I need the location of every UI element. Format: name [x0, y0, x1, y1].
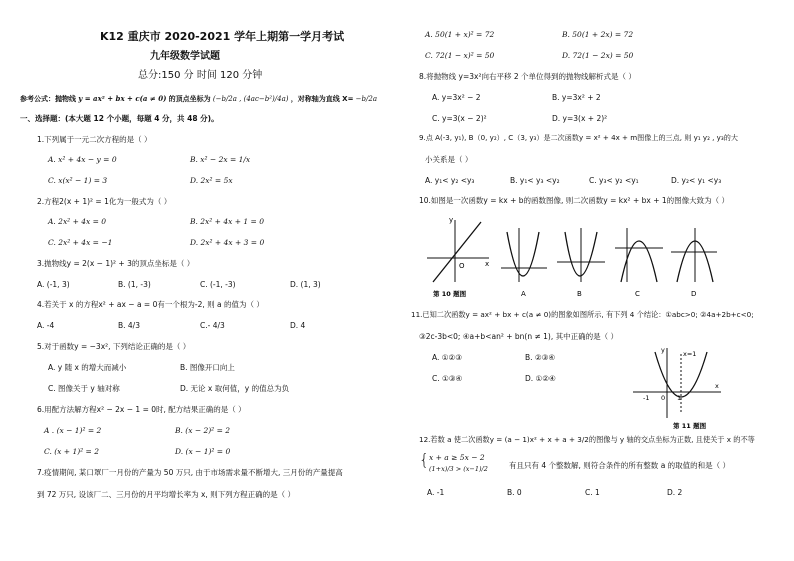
q8-option-c[interactable]: C. y=3(x − 2)² [432, 114, 487, 123]
q10-fig-caption: 第 10 题图 [433, 290, 467, 298]
q7-line1: 7.疫情期间, 某口罩厂一月份的产量为 50 万只, 由于市场需求量不断增大, 三月份的产量提高 [37, 468, 343, 477]
q8-stem: 8.将抛物线 y=3x²向右平移 2 个单位得到的抛物线解析式是（ ） [419, 72, 636, 81]
q9-option-b[interactable]: B. y₁< y₃ <y₂ [510, 176, 560, 185]
q11-option-c[interactable]: C. ①③④ [432, 374, 463, 383]
q9-option-a[interactable]: A. y₁< y₂ <y₃ [425, 176, 475, 185]
q1-option-a[interactable]: A. x² + 4x − y = 0 [48, 155, 117, 164]
q12-option-c[interactable]: C. 1 [585, 488, 600, 497]
q10-graph-d [671, 228, 717, 282]
q11-option-a[interactable]: A. ①②③ [432, 353, 462, 362]
q10-linear-graph [427, 220, 489, 282]
q2-option-d[interactable]: D. 2x² + 4x + 3 = 0 [190, 238, 265, 247]
q7-line2: 到 72 万只, 设该厂二、三月份的月平均增长率为 x, 则下列方程正确的是（ ） [37, 490, 296, 499]
q8-option-d[interactable]: D. y=3(x + 2)² [552, 114, 608, 123]
q9-line2: 小关系是（ ） [425, 155, 473, 164]
q11-tick-1: 1 [677, 394, 682, 402]
q3-option-c[interactable]: C. (-1, -3) [200, 280, 236, 289]
q9-option-c[interactable]: C. y₃< y₂ <y₁ [589, 176, 639, 185]
q3-option-d[interactable]: D. (1, 3) [290, 280, 321, 289]
q10-origin-label: O [459, 262, 465, 270]
q11-fig-caption: 第 11 题图 [673, 422, 707, 430]
q5-stem: 5.对于函数y = −3x², 下列结论正确的是（ ） [37, 342, 191, 351]
reference-formula: 参考公式：抛物线 y = ax² + bx + c(a ≠ 0) 的顶点坐标为 (−b/2a , (4ac−b²)/4a) ，对称轴为直线 X= −b/2a [20, 94, 378, 103]
q10-label-c: C [635, 290, 640, 298]
q11-line1: 11.已知二次函数y = ax² + bx + c(a ≠ 0)的图象如图所示, 有下列 4 个结论：①abc>0; ②4a+2b+c<0; [411, 310, 754, 319]
q7-option-a[interactable]: A. 50(1 + x)² = 72 [425, 30, 495, 39]
q2-option-b[interactable]: B. 2x² + 4x + 1 = 0 [190, 217, 264, 226]
q11-x-label: x [715, 382, 719, 390]
q1-stem: 1.下列属于一元二次方程的是（ ） [37, 135, 152, 144]
q10-graph-c [615, 228, 663, 282]
q4-option-a[interactable]: A. -4 [37, 321, 55, 330]
q11-tick-neg1: -1 [643, 394, 650, 402]
q6-option-c[interactable]: C. (x + 1)² = 2 [44, 447, 99, 456]
q11-option-d[interactable]: D. ①②④ [525, 374, 556, 383]
q11-tick-0: 0 [661, 394, 666, 402]
q5-option-d[interactable]: D. 无论 x 取何值，y 的值总为负 [180, 384, 290, 393]
score-and-time: 总分:150 分 时间 120 分钟 [138, 70, 263, 81]
q1-option-c[interactable]: C. x(x² − 1) = 3 [48, 176, 108, 185]
q5-option-c[interactable]: C. 图像关于 y 轴对称 [48, 384, 120, 393]
q9-option-d[interactable]: D. y₂< y₁ <y₃ [671, 176, 722, 185]
q3-option-a[interactable]: A. (-1, 3) [37, 280, 70, 289]
q12-inequality-2: (1+x)/3 > (x−1)/2 [429, 465, 488, 473]
q7-option-c[interactable]: C. 72(1 − x)² = 50 [425, 51, 495, 60]
q4-stem: 4.若关于 x 的方程x² + ax − a = 0有一个根为-2, 则 a 的值为（ ） [37, 300, 264, 309]
exam-title: K12 重庆市 2020-2021 学年上期第一学月考试 [100, 30, 345, 43]
section-heading: 一、选择题：(本大题 12 个小题，每题 4 分，共 48 分)。 [20, 114, 219, 123]
q9-line1: 9.点 A(-3, y₁), B（0, y₂）, C（3, y₃）是二次函数y = x² + 4x + m图像上的三点, 则 y₁ y₂ , y₃的大 [419, 133, 738, 142]
q11-axis-of-symmetry-label: x=1 [683, 350, 697, 358]
q2-stem: 2.方程2(x + 1)² = 1化为一般式为（ ） [37, 197, 172, 206]
q8-option-a[interactable]: A. y=3x² − 2 [432, 93, 481, 102]
q11-option-b[interactable]: B. ②③④ [525, 353, 556, 362]
q4-option-b[interactable]: B. 4/3 [118, 321, 140, 330]
q6-stem: 6.用配方法解方程x² − 2x − 1 = 0时, 配方结果正确的是（ ） [37, 405, 246, 414]
q6-option-b[interactable]: B. (x − 2)² = 2 [175, 426, 231, 435]
q6-option-d[interactable]: D. (x − 1)² = 0 [175, 447, 231, 456]
q4-option-d[interactable]: D. 4 [290, 321, 306, 330]
q10-graph-b [557, 228, 605, 282]
q12-option-d[interactable]: D. 2 [667, 488, 683, 497]
q12-option-b[interactable]: B. 0 [507, 488, 522, 497]
q10-graph-a [501, 228, 547, 282]
q11-figure [629, 342, 725, 430]
q4-option-c[interactable]: C.- 4/3 [200, 321, 225, 330]
q8-option-b[interactable]: B. y=3x² + 2 [552, 93, 601, 102]
q12-inequality-1: x + a ≥ 5x − 2 [429, 453, 485, 462]
q12-option-a[interactable]: A. -1 [427, 488, 445, 497]
q7-option-b[interactable]: B. 50(1 + 2x) = 72 [562, 30, 634, 39]
q11-line2: ③2c-3b<0; ④a+b<an² + bn(n ≠ 1), 其中正确的是（ ） [419, 332, 618, 341]
q12-line1: 12.若数 a 使二次函数y = (a − 1)x² + x + a + 3/2的图像与 y 轴的交点坐标为正数, 且使关于 x 的不等 [419, 435, 755, 444]
q10-y-label: y [449, 216, 454, 224]
q3-option-b[interactable]: B. (1, -3) [118, 280, 151, 289]
q10-x-label: x [485, 260, 490, 268]
q1-option-d[interactable]: D. 2x² = 5x [190, 176, 233, 185]
q2-option-a[interactable]: A. 2x² + 4x = 0 [48, 217, 107, 226]
q5-option-b[interactable]: B. 图像开口向上 [180, 363, 235, 372]
q10-label-a: A [521, 290, 526, 298]
q7-option-d[interactable]: D. 72(1 − 2x) = 50 [562, 51, 634, 60]
q10-label-d: D [691, 290, 697, 298]
q10-figures [419, 210, 719, 302]
q12-line3: 有且只有 4 个整数解, 则符合条件的所有整数 a 的取值的和是（ ） [509, 461, 731, 470]
q2-option-c[interactable]: C. 2x² + 4x = −1 [48, 238, 113, 247]
q3-stem: 3.抛物线y = 2(x − 1)² + 3的顶点坐标是（ ） [37, 259, 195, 268]
q10-label-b: B [577, 290, 582, 298]
q11-y-label: y [661, 346, 665, 354]
q10-stem: 10.如图是一次函数y = kx + b的函数图像, 则二次函数y = kx² + bx + 1的图像大致为（ ） [419, 196, 730, 205]
q6-option-a[interactable]: A . (x − 1)² = 2 [44, 426, 102, 435]
q1-option-b[interactable]: B. x² − 2x = 1/x [190, 155, 251, 164]
q11-axes [633, 348, 721, 418]
q12-brace: { [419, 450, 430, 469]
q5-option-a[interactable]: A. y 随 x 的增大而减小 [48, 363, 127, 372]
exam-subtitle: 九年级数学试题 [150, 51, 220, 62]
